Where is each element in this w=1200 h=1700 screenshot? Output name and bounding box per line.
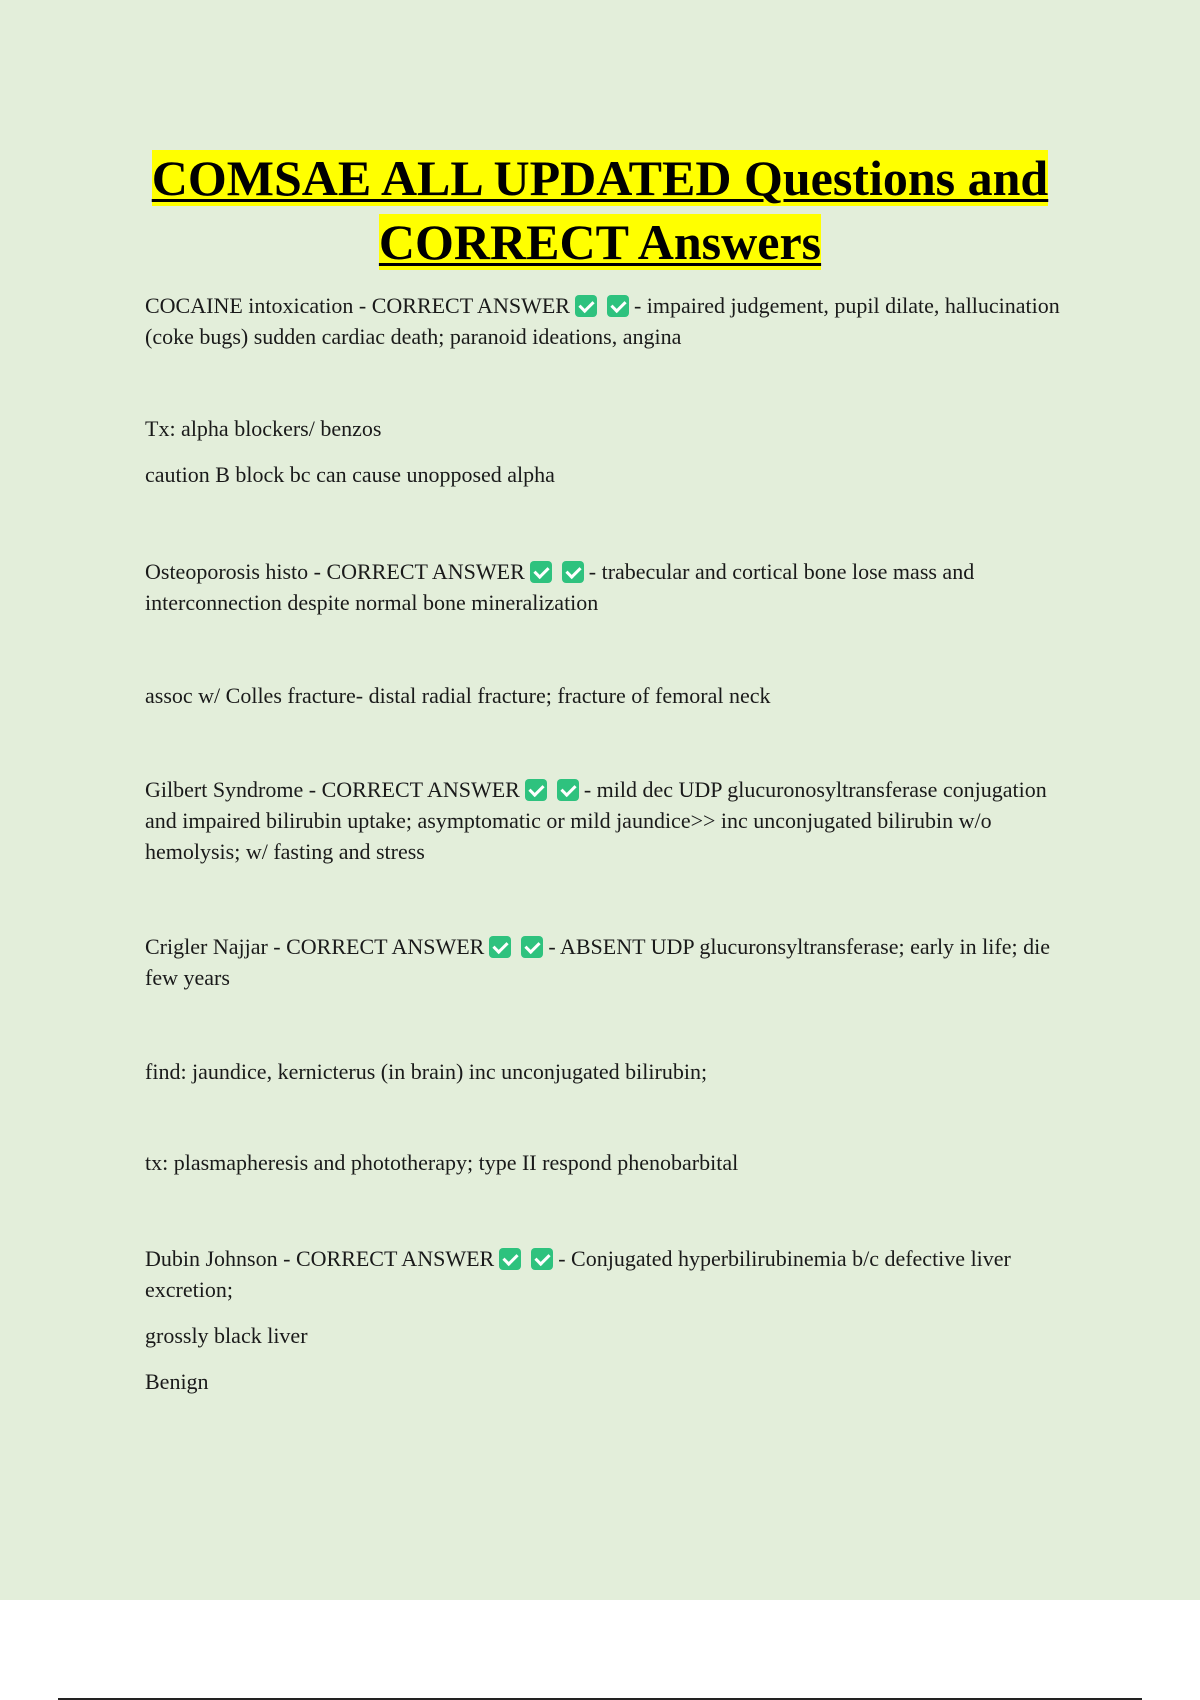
- green-check-box-icon: [531, 1248, 553, 1270]
- document-body: [145, 290, 1075, 1397]
- title-line-1: COMSAE ALL UPDATED Questions and: [151, 150, 1049, 206]
- green-check-box-icon: [489, 936, 511, 958]
- entry-term: Crigler Najjar -: [145, 934, 287, 959]
- entry-term: Gilbert Syndrome -: [145, 777, 322, 802]
- green-check-box-icon: [530, 561, 552, 583]
- note: caution B block bc can cause unopposed alpha: [145, 462, 555, 487]
- answer-label: CORRECT ANSWER: [326, 559, 525, 584]
- note: Tx: alpha blockers/ benzos: [145, 416, 382, 441]
- entry-dubin-johnson: [145, 1243, 1075, 1305]
- green-check-box-icon: [562, 561, 584, 583]
- green-check-box-icon: [575, 295, 597, 317]
- note: Benign: [145, 1369, 209, 1394]
- answer-label: CORRECT ANSWER: [286, 934, 485, 959]
- note: assoc w/ Colles fracture- distal radial fracture; fracture of femoral neck: [145, 683, 771, 708]
- entry-term: Osteoporosis histo -: [145, 559, 327, 584]
- green-check-box-icon: [521, 936, 543, 958]
- entry-answer: - impaired judgement, pupil dilate, hallucination (coke bugs) sudden cardiac death; paranoid ideations, angina: [145, 293, 1060, 349]
- entry-gilbert: [145, 774, 1075, 867]
- title-line-2: CORRECT Answers: [378, 214, 822, 270]
- green-check-box-icon: [499, 1248, 521, 1270]
- entry-osteoporosis: [145, 556, 1075, 618]
- green-check-box-icon: [557, 779, 579, 801]
- entry-answer: - Conjugated hyperbilirubinemia b/c defective liver excretion;: [145, 1246, 1011, 1302]
- entry-term: Dubin Johnson -: [145, 1246, 296, 1271]
- entry-cocaine: [145, 290, 1075, 352]
- entry-answer: - mild dec UDP glucuronosyltransferase conjugation and impaired bilirubin uptake; asymptomatic or mild jaundice>> inc unconjugated bilirubin w/o hemolysis; w/ fasting and stress: [145, 777, 1047, 864]
- green-check-box-icon: [607, 295, 629, 317]
- answer-label: CORRECT ANSWER: [321, 777, 520, 802]
- answer-label: CORRECT ANSWER: [295, 1246, 495, 1271]
- page-title: [0, 146, 1200, 274]
- note: tx: plasmapheresis and phototherapy; type II respond phenobarbital: [145, 1150, 739, 1175]
- note: find: jaundice, kernicterus (in brain) inc unconjugated bilirubin;: [145, 1059, 708, 1084]
- entry-term: COCAINE intoxication -: [145, 293, 372, 318]
- entry-answer: - ABSENT UDP glucuronsyltransferase; early in life; die few years: [145, 934, 1050, 990]
- green-check-box-icon: [525, 779, 547, 801]
- entry-crigler-najjar: [145, 931, 1075, 993]
- answer-label: CORRECT ANSWER: [371, 293, 570, 318]
- entry-answer: - trabecular and cortical bone lose mass and interconnection despite normal bone mineralization: [145, 559, 975, 615]
- note: grossly black liver: [145, 1323, 308, 1348]
